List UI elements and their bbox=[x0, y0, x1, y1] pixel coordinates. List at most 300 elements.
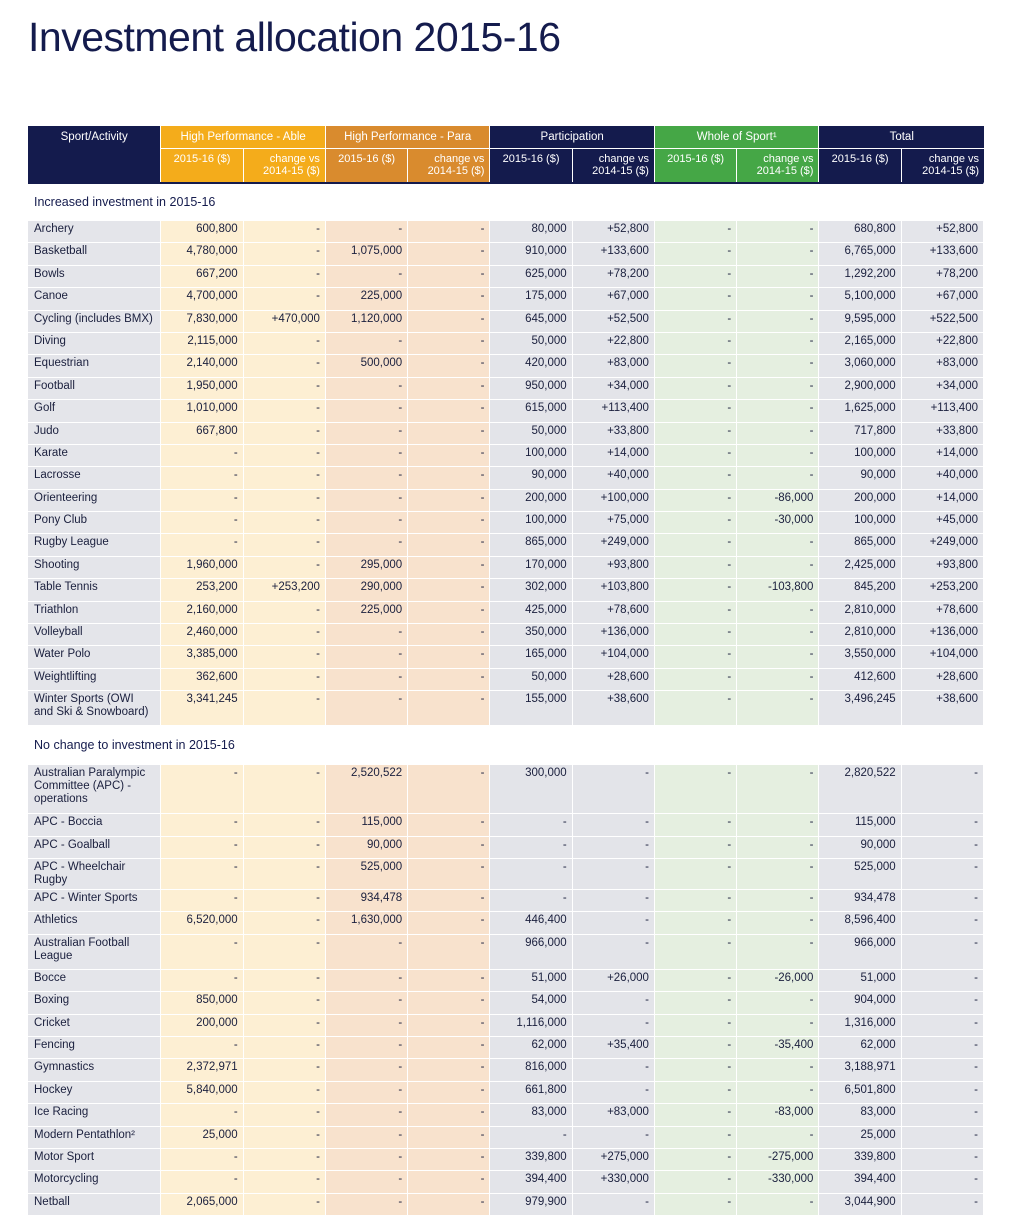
value-cell: - bbox=[655, 624, 737, 646]
value-cell: - bbox=[573, 1059, 655, 1081]
sport-name-cell: Athletics bbox=[28, 912, 161, 934]
value-cell: +78,200 bbox=[902, 266, 984, 288]
value-cell: +275,000 bbox=[573, 1149, 655, 1171]
value-cell: - bbox=[655, 490, 737, 512]
value-cell: 3,550,000 bbox=[819, 646, 901, 668]
value-cell: - bbox=[490, 814, 572, 836]
value-cell: - bbox=[326, 1171, 408, 1193]
table-row bbox=[28, 378, 984, 400]
value-cell: - bbox=[408, 859, 490, 890]
value-cell: - bbox=[655, 243, 737, 265]
value-cell: 225,000 bbox=[326, 602, 408, 624]
subheader-amount bbox=[161, 148, 243, 182]
value-cell: 62,000 bbox=[819, 1037, 901, 1059]
value-cell: 2,820,522 bbox=[819, 765, 901, 814]
value-cell: - bbox=[655, 333, 737, 355]
value-cell: 115,000 bbox=[326, 814, 408, 836]
value-cell: +93,800 bbox=[902, 557, 984, 579]
value-cell: - bbox=[244, 935, 326, 970]
table-row bbox=[28, 1104, 984, 1126]
value-cell: +45,000 bbox=[902, 512, 984, 534]
value-cell: 8,596,400 bbox=[819, 912, 901, 934]
value-cell: 7,830,000 bbox=[161, 311, 243, 333]
value-cell: +253,200 bbox=[244, 579, 326, 601]
value-cell: 200,000 bbox=[819, 490, 901, 512]
value-cell: - bbox=[408, 579, 490, 601]
value-cell: 865,000 bbox=[819, 534, 901, 556]
value-cell: +75,000 bbox=[573, 512, 655, 534]
value-cell: - bbox=[326, 378, 408, 400]
value-cell: +38,600 bbox=[902, 691, 984, 726]
value-cell: - bbox=[408, 534, 490, 556]
value-cell: - bbox=[244, 624, 326, 646]
sport-name-cell: APC - Boccia bbox=[28, 814, 161, 836]
value-cell: +249,000 bbox=[902, 534, 984, 556]
value-cell: -26,000 bbox=[737, 970, 819, 992]
value-cell: - bbox=[326, 333, 408, 355]
value-cell: - bbox=[655, 837, 737, 859]
value-cell: - bbox=[655, 288, 737, 310]
value-cell: - bbox=[408, 355, 490, 377]
sport-name-cell: Australian Football League bbox=[28, 935, 161, 970]
value-cell: 1,950,000 bbox=[161, 378, 243, 400]
value-cell: - bbox=[244, 467, 326, 489]
value-cell: +14,000 bbox=[573, 445, 655, 467]
value-cell: +40,000 bbox=[902, 467, 984, 489]
value-cell: - bbox=[655, 1194, 737, 1216]
value-cell: 83,000 bbox=[819, 1104, 901, 1126]
value-cell: +40,000 bbox=[573, 467, 655, 489]
table-row bbox=[28, 646, 984, 668]
value-cell: - bbox=[244, 490, 326, 512]
subheader-change bbox=[902, 148, 984, 182]
value-cell: +78,600 bbox=[573, 602, 655, 624]
value-cell: +136,000 bbox=[902, 624, 984, 646]
value-cell: - bbox=[737, 1127, 819, 1149]
subheader-change-line1: change vs bbox=[269, 153, 320, 165]
value-cell: 165,000 bbox=[490, 646, 572, 668]
subheader-change bbox=[737, 148, 819, 182]
value-cell: - bbox=[161, 970, 243, 992]
value-cell: - bbox=[161, 445, 243, 467]
value-cell: - bbox=[737, 669, 819, 691]
value-cell: +34,000 bbox=[902, 378, 984, 400]
value-cell: 667,200 bbox=[161, 266, 243, 288]
value-cell: - bbox=[655, 266, 737, 288]
value-cell: - bbox=[902, 912, 984, 934]
value-cell: - bbox=[408, 243, 490, 265]
value-cell: - bbox=[408, 691, 490, 726]
value-cell: - bbox=[490, 890, 572, 912]
table-row bbox=[28, 669, 984, 691]
value-cell: - bbox=[244, 1059, 326, 1081]
value-cell: -35,400 bbox=[737, 1037, 819, 1059]
sport-name-cell: APC - Wheelchair Rugby bbox=[28, 859, 161, 890]
value-cell: - bbox=[244, 970, 326, 992]
value-cell: - bbox=[326, 669, 408, 691]
value-cell: - bbox=[902, 1037, 984, 1059]
value-cell: - bbox=[244, 859, 326, 890]
table-row bbox=[28, 288, 984, 310]
value-cell: +83,000 bbox=[573, 355, 655, 377]
value-cell: - bbox=[737, 1194, 819, 1216]
value-cell: - bbox=[573, 912, 655, 934]
subheader-change bbox=[573, 148, 655, 182]
value-cell: 51,000 bbox=[490, 970, 572, 992]
sport-name-cell: Diving bbox=[28, 333, 161, 355]
section-row bbox=[28, 726, 984, 765]
sport-name-cell: Motorcycling bbox=[28, 1171, 161, 1193]
value-cell: - bbox=[737, 423, 819, 445]
sport-name-cell: Lacrosse bbox=[28, 467, 161, 489]
value-cell: - bbox=[655, 669, 737, 691]
sport-name-cell: Boxing bbox=[28, 992, 161, 1014]
value-cell: - bbox=[408, 646, 490, 668]
value-cell: 4,780,000 bbox=[161, 243, 243, 265]
value-cell: 290,000 bbox=[326, 579, 408, 601]
subheader-change-line2: 2014-15 ($) bbox=[756, 165, 814, 177]
value-cell: - bbox=[161, 1104, 243, 1126]
sport-name-cell: Netball bbox=[28, 1194, 161, 1216]
value-cell: - bbox=[655, 512, 737, 534]
table-row bbox=[28, 992, 984, 1014]
value-cell: 170,000 bbox=[490, 557, 572, 579]
section-label: No change to investment in 2015-16 bbox=[28, 726, 984, 765]
value-cell: - bbox=[408, 1127, 490, 1149]
subheader-change-line1: change vs bbox=[763, 153, 814, 165]
value-cell: 420,000 bbox=[490, 355, 572, 377]
sport-name-cell: APC - Goalball bbox=[28, 837, 161, 859]
value-cell: +52,800 bbox=[902, 221, 984, 243]
value-cell: 680,800 bbox=[819, 221, 901, 243]
value-cell: - bbox=[326, 1149, 408, 1171]
value-cell: 1,075,000 bbox=[326, 243, 408, 265]
value-cell: - bbox=[244, 221, 326, 243]
sport-name-cell: Weightlifting bbox=[28, 669, 161, 691]
value-cell: - bbox=[902, 1149, 984, 1171]
value-cell: 661,800 bbox=[490, 1082, 572, 1104]
value-cell: - bbox=[326, 1037, 408, 1059]
sport-name-cell: Bocce bbox=[28, 970, 161, 992]
value-cell: - bbox=[161, 1149, 243, 1171]
value-cell: - bbox=[161, 890, 243, 912]
value-cell: 910,000 bbox=[490, 243, 572, 265]
value-cell: - bbox=[737, 288, 819, 310]
value-cell: - bbox=[326, 490, 408, 512]
value-cell: - bbox=[655, 1015, 737, 1037]
sport-name-cell: Orienteering bbox=[28, 490, 161, 512]
sport-name-cell: Karate bbox=[28, 445, 161, 467]
value-cell: - bbox=[326, 512, 408, 534]
value-cell: - bbox=[326, 1127, 408, 1149]
value-cell: +78,200 bbox=[573, 266, 655, 288]
value-cell: - bbox=[902, 1015, 984, 1037]
value-cell: +113,400 bbox=[902, 400, 984, 422]
value-cell: 295,000 bbox=[326, 557, 408, 579]
value-cell: 175,000 bbox=[490, 288, 572, 310]
value-cell: - bbox=[902, 992, 984, 1014]
value-cell: +93,800 bbox=[573, 557, 655, 579]
value-cell: +330,000 bbox=[573, 1171, 655, 1193]
subheader-change-line2: 2014-15 ($) bbox=[922, 165, 979, 177]
value-cell: 2,372,971 bbox=[161, 1059, 243, 1081]
table-row bbox=[28, 1082, 984, 1104]
value-cell: - bbox=[902, 935, 984, 970]
table-row bbox=[28, 602, 984, 624]
value-cell: - bbox=[573, 837, 655, 859]
value-cell: 225,000 bbox=[326, 288, 408, 310]
sport-name-cell: Bowls bbox=[28, 266, 161, 288]
value-cell: +113,400 bbox=[573, 400, 655, 422]
value-cell: - bbox=[902, 814, 984, 836]
value-cell: 115,000 bbox=[819, 814, 901, 836]
value-cell: 934,478 bbox=[819, 890, 901, 912]
value-cell: - bbox=[737, 1059, 819, 1081]
subheader-amount bbox=[655, 148, 737, 182]
subheader-change bbox=[244, 148, 326, 182]
sport-name-cell: Australian Paralympic Committee (APC) - operations bbox=[28, 765, 161, 814]
value-cell: 2,520,522 bbox=[326, 765, 408, 814]
value-cell: - bbox=[161, 837, 243, 859]
value-cell: 645,000 bbox=[490, 311, 572, 333]
subheader-change-line2: 2014-15 ($) bbox=[427, 165, 485, 177]
value-cell: 3,060,000 bbox=[819, 355, 901, 377]
table-row bbox=[28, 534, 984, 556]
value-cell: - bbox=[326, 423, 408, 445]
value-cell: 83,000 bbox=[490, 1104, 572, 1126]
value-cell: 100,000 bbox=[819, 512, 901, 534]
sport-name-cell: Pony Club bbox=[28, 512, 161, 534]
sport-name-cell: Motor Sport bbox=[28, 1149, 161, 1171]
value-cell: 2,160,000 bbox=[161, 602, 243, 624]
sport-name-cell: Cycling (includes BMX) bbox=[28, 311, 161, 333]
value-cell: - bbox=[655, 1127, 737, 1149]
value-cell: - bbox=[655, 311, 737, 333]
value-cell: - bbox=[408, 1037, 490, 1059]
value-cell: 6,501,800 bbox=[819, 1082, 901, 1104]
value-cell: - bbox=[244, 423, 326, 445]
value-cell: 2,425,000 bbox=[819, 557, 901, 579]
value-cell: 412,600 bbox=[819, 669, 901, 691]
value-cell: -275,000 bbox=[737, 1149, 819, 1171]
value-cell: - bbox=[655, 445, 737, 467]
table-row bbox=[28, 333, 984, 355]
value-cell: - bbox=[408, 311, 490, 333]
value-cell: - bbox=[490, 1127, 572, 1149]
sport-name-cell: Rugby League bbox=[28, 534, 161, 556]
subheader-amount-label: 2015-16 ($) bbox=[831, 153, 889, 165]
value-cell: - bbox=[244, 288, 326, 310]
value-cell: - bbox=[655, 400, 737, 422]
value-cell: 62,000 bbox=[490, 1037, 572, 1059]
value-cell: 934,478 bbox=[326, 890, 408, 912]
value-cell: 80,000 bbox=[490, 221, 572, 243]
value-cell: - bbox=[161, 765, 243, 814]
value-cell: - bbox=[737, 935, 819, 970]
table-row bbox=[28, 1194, 984, 1216]
value-cell: - bbox=[655, 221, 737, 243]
table-row bbox=[28, 557, 984, 579]
value-cell: 50,000 bbox=[490, 669, 572, 691]
sport-name-cell: Triathlon bbox=[28, 602, 161, 624]
table-row bbox=[28, 355, 984, 377]
header-sport: Sport/Activity bbox=[28, 126, 161, 182]
value-cell: 100,000 bbox=[490, 445, 572, 467]
value-cell: 865,000 bbox=[490, 534, 572, 556]
value-cell: - bbox=[655, 423, 737, 445]
sport-name-cell: Archery bbox=[28, 221, 161, 243]
value-cell: - bbox=[737, 557, 819, 579]
value-cell: - bbox=[902, 837, 984, 859]
value-cell: - bbox=[737, 992, 819, 1014]
value-cell: 525,000 bbox=[326, 859, 408, 890]
sport-name-cell: Football bbox=[28, 378, 161, 400]
value-cell: 9,595,000 bbox=[819, 311, 901, 333]
sport-name-cell: Ice Racing bbox=[28, 1104, 161, 1126]
table-row bbox=[28, 1149, 984, 1171]
value-cell: 1,316,000 bbox=[819, 1015, 901, 1037]
header-group-whole-of-sport: Whole of Sport¹ bbox=[655, 126, 820, 148]
value-cell: - bbox=[573, 1127, 655, 1149]
value-cell: - bbox=[490, 837, 572, 859]
sport-name-cell: Shooting bbox=[28, 557, 161, 579]
value-cell: +14,000 bbox=[902, 490, 984, 512]
header-group-hp-able: High Performance - Able bbox=[161, 126, 326, 148]
value-cell: - bbox=[244, 355, 326, 377]
subheader-change-label bbox=[408, 149, 489, 177]
value-cell: - bbox=[737, 333, 819, 355]
value-cell: - bbox=[161, 490, 243, 512]
value-cell: 717,800 bbox=[819, 423, 901, 445]
value-cell: - bbox=[326, 646, 408, 668]
value-cell: 625,000 bbox=[490, 266, 572, 288]
value-cell: - bbox=[326, 221, 408, 243]
table-row bbox=[28, 935, 984, 970]
value-cell: - bbox=[737, 243, 819, 265]
value-cell: 5,840,000 bbox=[161, 1082, 243, 1104]
sport-name-cell: Modern Pentathlon² bbox=[28, 1127, 161, 1149]
value-cell: - bbox=[244, 1194, 326, 1216]
table-row bbox=[28, 579, 984, 601]
value-cell: +52,500 bbox=[573, 311, 655, 333]
value-cell: - bbox=[326, 970, 408, 992]
value-cell: +33,800 bbox=[573, 423, 655, 445]
value-cell: - bbox=[244, 1104, 326, 1126]
value-cell: +28,600 bbox=[902, 669, 984, 691]
value-cell: - bbox=[655, 814, 737, 836]
sport-name-cell: Water Polo bbox=[28, 646, 161, 668]
value-cell: - bbox=[326, 992, 408, 1014]
value-cell: - bbox=[655, 1104, 737, 1126]
sport-name-cell: Equestrian bbox=[28, 355, 161, 377]
value-cell: +136,000 bbox=[573, 624, 655, 646]
value-cell: - bbox=[244, 765, 326, 814]
value-cell: - bbox=[244, 814, 326, 836]
sport-name-cell: Cricket bbox=[28, 1015, 161, 1037]
subheader-amount-label: 2015-16 ($) bbox=[667, 153, 725, 165]
value-cell: +67,000 bbox=[902, 288, 984, 310]
table-row bbox=[28, 490, 984, 512]
subheader-amount bbox=[819, 148, 901, 182]
sport-name-cell: Gymnastics bbox=[28, 1059, 161, 1081]
subheader-amount-label: 2015-16 ($) bbox=[173, 153, 231, 165]
table-row bbox=[28, 912, 984, 934]
value-cell: 6,520,000 bbox=[161, 912, 243, 934]
value-cell: 1,010,000 bbox=[161, 400, 243, 422]
value-cell: - bbox=[573, 1015, 655, 1037]
value-cell: - bbox=[408, 814, 490, 836]
value-cell: - bbox=[244, 534, 326, 556]
value-cell: 667,800 bbox=[161, 423, 243, 445]
value-cell: 2,115,000 bbox=[161, 333, 243, 355]
value-cell: - bbox=[737, 445, 819, 467]
value-cell: 904,000 bbox=[819, 992, 901, 1014]
value-cell: 2,900,000 bbox=[819, 378, 901, 400]
value-cell: - bbox=[655, 1149, 737, 1171]
value-cell: - bbox=[408, 1082, 490, 1104]
value-cell: - bbox=[408, 378, 490, 400]
value-cell: - bbox=[655, 534, 737, 556]
table-row bbox=[28, 221, 984, 243]
value-cell: +34,000 bbox=[573, 378, 655, 400]
value-cell: +26,000 bbox=[573, 970, 655, 992]
header-group-hp-para: High Performance - Para bbox=[326, 126, 491, 148]
value-cell: 966,000 bbox=[490, 935, 572, 970]
value-cell: - bbox=[244, 378, 326, 400]
value-cell: - bbox=[737, 890, 819, 912]
sport-name-cell: Judo bbox=[28, 423, 161, 445]
value-cell: - bbox=[573, 890, 655, 912]
value-cell: 3,385,000 bbox=[161, 646, 243, 668]
value-cell: - bbox=[244, 1127, 326, 1149]
value-cell: - bbox=[408, 1104, 490, 1126]
value-cell: - bbox=[408, 266, 490, 288]
value-cell: - bbox=[244, 445, 326, 467]
value-cell: - bbox=[408, 221, 490, 243]
subheader-change-line1: change vs bbox=[434, 153, 485, 165]
table-row bbox=[28, 890, 984, 912]
value-cell: - bbox=[655, 355, 737, 377]
value-cell: - bbox=[408, 467, 490, 489]
value-cell: -103,800 bbox=[737, 579, 819, 601]
table-row bbox=[28, 1171, 984, 1193]
value-cell: - bbox=[902, 1104, 984, 1126]
table-row bbox=[28, 1037, 984, 1059]
value-cell: - bbox=[737, 1015, 819, 1037]
value-cell: 525,000 bbox=[819, 859, 901, 890]
sport-name-cell: Fencing bbox=[28, 1037, 161, 1059]
value-cell: +253,200 bbox=[902, 579, 984, 601]
subheader-amount bbox=[490, 148, 572, 182]
value-cell: 1,116,000 bbox=[490, 1015, 572, 1037]
value-cell: 979,900 bbox=[490, 1194, 572, 1216]
value-cell: - bbox=[737, 624, 819, 646]
header-group-participation: Participation bbox=[490, 126, 655, 148]
value-cell: +103,800 bbox=[573, 579, 655, 601]
value-cell: 3,341,245 bbox=[161, 691, 243, 726]
value-cell: - bbox=[737, 859, 819, 890]
subheader-change-line2: 2014-15 ($) bbox=[263, 165, 320, 177]
value-cell: - bbox=[573, 859, 655, 890]
value-cell: - bbox=[408, 512, 490, 534]
value-cell: 394,400 bbox=[819, 1171, 901, 1193]
table-row bbox=[28, 859, 984, 890]
value-cell: 54,000 bbox=[490, 992, 572, 1014]
value-cell: - bbox=[408, 333, 490, 355]
value-cell: 1,120,000 bbox=[326, 311, 408, 333]
value-cell: - bbox=[655, 859, 737, 890]
value-cell: - bbox=[902, 970, 984, 992]
